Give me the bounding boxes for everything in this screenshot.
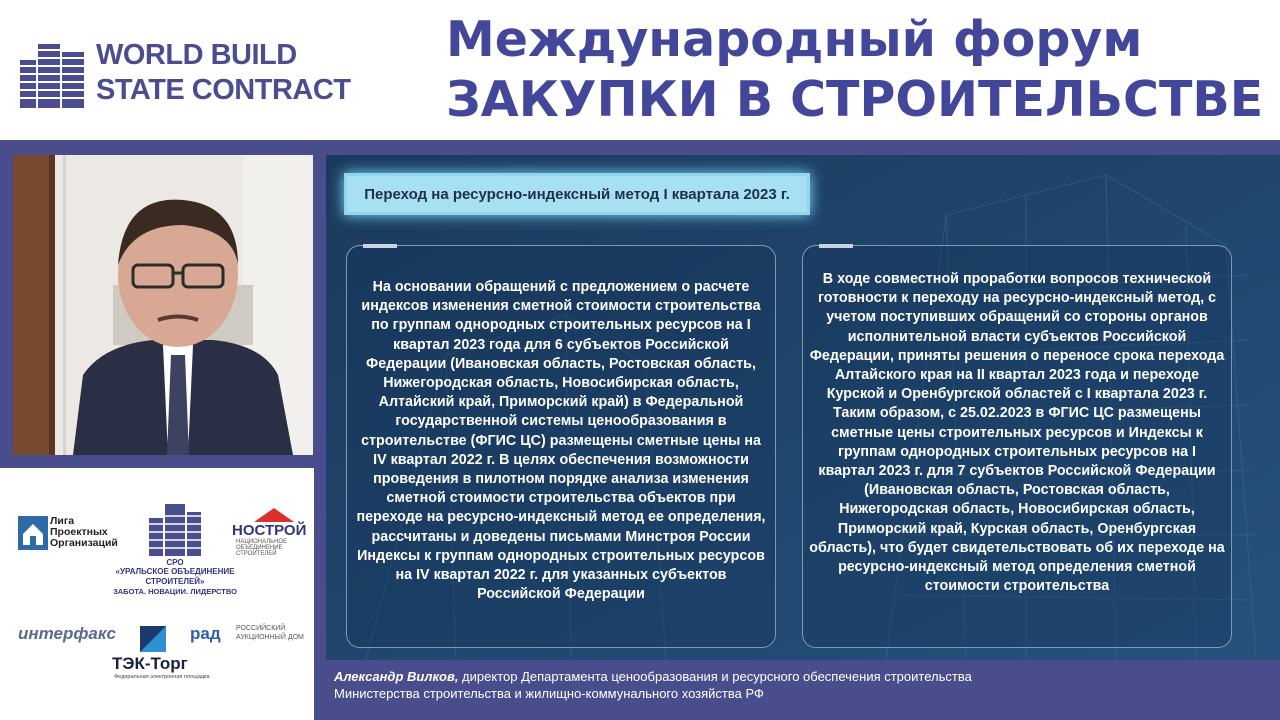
right-panel-text: В ходе совместной проработки вопросов технической готовности к переходу на ресурсно-индексный метод, с учетом поступивших обращений со стороны органов исполнительной власти субъектов Российской Федерации, приняты решения о переносе срока перехода Алтайского края на II квартал 2023 года и переходе Курской и Оренбургской областей с I квартала 2023 г. Таким образом, с 25.02.2023 в ФГИС ЦС размещены сметные цены строительных ресурсов и Индексы к группам однородных строительных ресурсов на I квартал 2023 г. для 7 субъектов Российской Федерации (Ивановская область, Ростовская область, Нижегородская область, Новосибирская область, Приморский край, Курская область, Оренбургская область), что будет свидетельствовать об их переходе на ресурсно-индексный метод определения сметной стоимости строительства <box>809 271 1225 595</box>
liga-line-1: Лига <box>50 515 75 527</box>
tek-torg-logo <box>112 626 222 686</box>
speaker-image <box>13 155 313 455</box>
nostroy-logo <box>232 508 312 557</box>
right-text-panel <box>802 245 1232 648</box>
rad-name: рад <box>190 624 221 643</box>
sro-logo <box>100 502 250 598</box>
speaker-name: Александр Вилков, <box>334 669 459 684</box>
speaker-role: директор Департамента ценообразования и ресурсного обеспечения строительства <box>458 669 972 684</box>
caption-line-1 <box>334 669 972 684</box>
speaker-caption <box>326 660 1280 708</box>
speaker-video <box>13 155 313 455</box>
forum-title <box>446 10 1266 130</box>
world-build-logo <box>18 38 398 110</box>
slide-title: Переход на ресурсно-индексный метод I квартала 2023 г. <box>344 173 810 215</box>
interfax-logo: интерфакс <box>18 624 116 643</box>
nostroy-sub-1: НАЦИОНАЛЬНОЕ <box>236 539 288 545</box>
left-text-panel <box>346 245 776 648</box>
rad-sub-1: РОССИЙСКИЙ <box>236 625 286 632</box>
caption-line-2: Министерства строительства и жилищно-коммунального хозяйства РФ <box>334 686 764 701</box>
forum-title-line-2: ЗАКУПКИ В СТРОИТЕЛЬСТВЕ <box>446 71 1264 128</box>
liga-house-icon <box>18 516 48 550</box>
sro-building-icon <box>147 502 203 556</box>
nostroy-roof-icon <box>254 508 294 522</box>
building-logo-icon <box>18 38 88 110</box>
liga-line-3: Организаций <box>50 537 118 549</box>
sro-line-3: ЗАБОТА. НОВАЦИИ. ЛИДЕРСТВО <box>113 587 237 596</box>
header <box>0 0 1280 140</box>
rad-sub-2: АУКЦИОННЫЙ ДОМ <box>236 634 304 641</box>
liga-line-2: Проектных <box>50 526 108 538</box>
tek-torg-sub: Федеральная электронная площадка <box>114 674 210 680</box>
tek-torg-icon <box>140 626 166 652</box>
sro-line-1: СРО <box>166 558 184 567</box>
logo-text <box>96 38 351 108</box>
sro-line-2: «УРАЛЬСКОЕ ОБЪЕДИНЕНИЕ СТРОИТЕЛЕЙ» <box>115 567 235 586</box>
nostroy-sub-2: ОБЪЕДИНЕНИЕ СТРОИТЕЛЕЙ <box>236 545 283 557</box>
nostroy-name: НОСТРОЙ <box>232 522 307 539</box>
tek-torg-name: ТЭК-Торг <box>112 654 188 673</box>
left-panel-text: На основании обращений с предложением о расчете индексов изменения сметной стоимости строительства по группам однородных строительных ресурсов на I квартал 2023 года для 6 субъектов Российской Федерации (Ивановская область, Ростовская область, Нижегородская область, Новосибирская область, Алтайский край, Приморский край) в Федеральной государственной системы ценообразования в строительстве (ФГИС ЦС) размещены сметные цены на IV квартал 2022 г. В целях обеспечения возможности проведения в пилотном порядке анализа изменения сметной стоимости строительства объектов при переходе на ресурсно-индексный метод ее определения, рассчитаны и доведены письмами Минстроя России Индексы к группам однородных строительных ресурсов на IV квартал 2022 г. для указанных субъектов Российской Федерации <box>356 279 766 603</box>
presentation-slide <box>326 155 1280 660</box>
panel-accent <box>363 244 397 248</box>
forum-title-line-1: Международный форум <box>446 11 1143 68</box>
sponsors-panel <box>0 468 314 720</box>
logo-line-1: WORLD BUILD <box>96 39 297 71</box>
logo-line-2: STATE CONTRACT <box>96 74 351 106</box>
panel-accent <box>819 244 853 248</box>
